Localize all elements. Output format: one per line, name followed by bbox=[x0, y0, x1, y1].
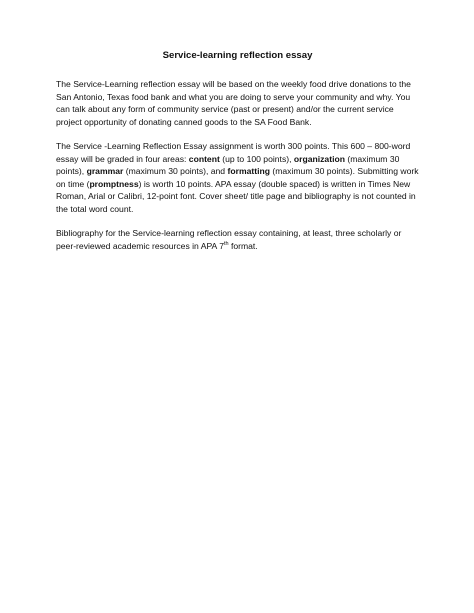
bibliography-text-1: Bibliography for the Service-learning reflection essay containing, at least, three scholarly or peer-reviewed academic resources in APA 7 bbox=[56, 228, 402, 251]
bibliography-text-2: format. bbox=[228, 240, 258, 251]
grading-text-2: (up to 100 points), bbox=[219, 153, 294, 164]
grading-text-6: ) is worth 10 points. APA essay (double spaced) is written in Times New Roman, Arial or Calibri, 12-point font. Cover sheet/ title page and bibliography is not counted in the total word count. bbox=[56, 178, 416, 214]
grading-term-promptness: promptness bbox=[89, 178, 139, 189]
grading-term-organization: organization bbox=[293, 153, 345, 164]
document-body bbox=[56, 50, 419, 264]
grading-text-1: The Service -Learning Reflection Essay assignment is worth 300 points. This 600 – 800-word essay will be graded in four areas: bbox=[56, 141, 411, 164]
document-title: Service-learning reflection essay bbox=[162, 50, 313, 61]
grading-text-3: (maximum 30 points), bbox=[56, 153, 400, 176]
grading-text-4: (maximum 30 points), and bbox=[123, 166, 228, 176]
paragraph-overview bbox=[56, 78, 419, 128]
bibliography-superscript: th bbox=[223, 240, 229, 247]
grading-term-grammar: grammar bbox=[86, 166, 124, 176]
paragraph-grading bbox=[56, 140, 419, 215]
grading-text-5: (maximum 30 points). Submitting work on time ( bbox=[56, 166, 419, 189]
paragraph-bibliography bbox=[56, 227, 419, 252]
grading-term-content: content bbox=[188, 153, 220, 164]
grading-term-formatting: formatting bbox=[227, 166, 270, 176]
paragraph-overview-text: The Service-Learning reflection essay will be based on the weekly food drive donations to the San Antonio, Texas food bank and what you are doing to serve your community and why. You can talk about any form of community service (past or present) and/or the current service project opportunity of donating canned goods to the SA Food Bank. bbox=[56, 79, 411, 127]
